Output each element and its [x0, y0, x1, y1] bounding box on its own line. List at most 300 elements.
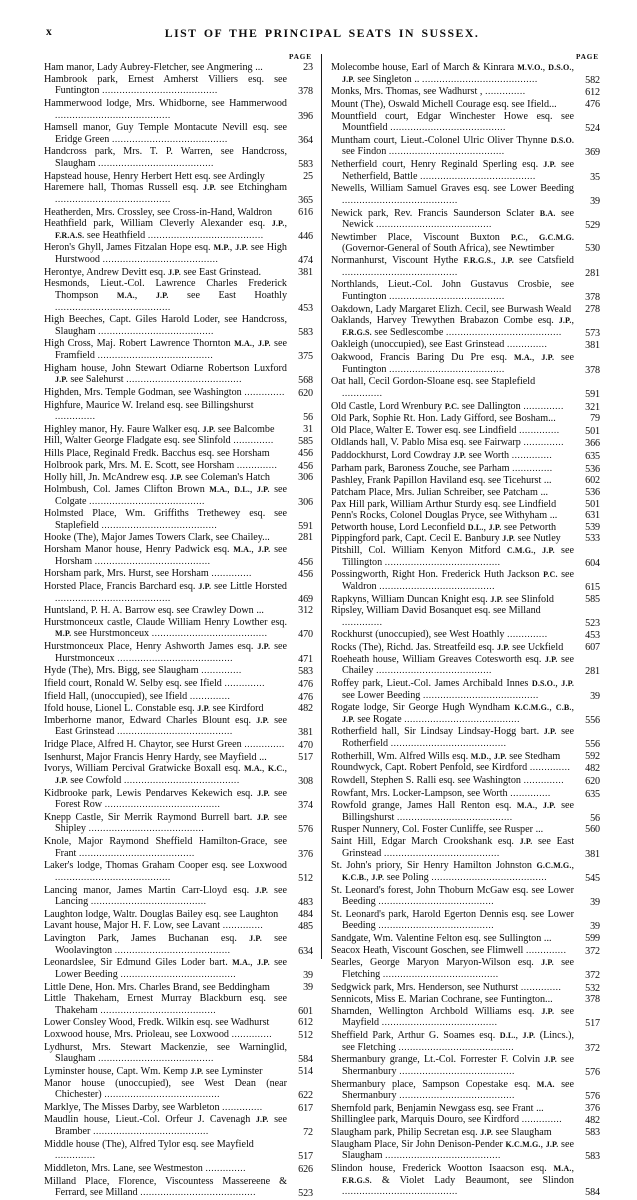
index-entry-page: 39	[303, 981, 313, 993]
index-entry-page: 364	[298, 134, 313, 146]
index-entry-page: 501	[585, 498, 600, 510]
index-entry-page: 620	[298, 387, 313, 399]
leader-dots: ........................................	[90, 897, 207, 908]
index-entry-page: 476	[298, 678, 313, 690]
index-entry-text: Higham house, John Stewart Odiarne Robertson Luxford J.P. see Salehurst ........................................	[44, 362, 287, 386]
index-entry-page: 39	[590, 897, 600, 909]
index-entry	[44, 836, 313, 860]
index-entry	[44, 387, 313, 400]
index-entry	[331, 1127, 600, 1139]
index-entry-page: 576	[585, 1091, 600, 1103]
leader-dots: ........................................	[376, 666, 492, 677]
leader-dots: ........................................	[112, 134, 228, 145]
index-entry-text: Hill, Walter George Fladgate esq. see Slinfold ..............	[44, 435, 274, 447]
index-entry-page: 39	[590, 921, 600, 933]
index-entry-text: Slaugham park, Philip Secretan esq. J.P. see Slaugham	[331, 1127, 552, 1138]
leader-dots: ..............	[523, 438, 565, 449]
index-entry	[44, 581, 313, 605]
leader-dots: ........................................	[98, 159, 214, 169]
index-entry	[331, 62, 600, 86]
index-entry-page: 583	[298, 326, 313, 338]
index-entry	[44, 484, 313, 508]
index-entry	[44, 122, 313, 146]
leader-dots: ........................................	[117, 727, 233, 738]
index-entry	[331, 726, 600, 750]
leader-dots: ..............	[222, 1102, 263, 1113]
index-entry-text: Highfure, Maurice W. Ireland esq. see Billingshurst ..............	[44, 399, 254, 423]
index-entry	[44, 544, 313, 568]
index-entry-text: Lancing manor, James Martin Carr-Lloyd esq. J.P. see Lancing ........................................	[44, 884, 287, 908]
leader-dots: ........................................	[123, 775, 240, 786]
index-entry-page: 476	[585, 98, 600, 110]
index-entry	[44, 1139, 313, 1163]
index-entry-page: 366	[585, 438, 600, 450]
leader-dots: ..............	[244, 740, 285, 750]
index-entry	[44, 752, 313, 764]
index-entry-page: 635	[585, 451, 600, 462]
leader-dots: ........................................	[378, 897, 495, 908]
index-entry	[331, 860, 600, 884]
index-entry-page: 514	[298, 1065, 313, 1077]
index-entry-text: Loxwood house, Mrs. Prioleau, see Loxwood ..............	[44, 1029, 273, 1040]
index-entry-text: Hills Place, Reginald Fredk. Bacchus esq. see Horsham	[44, 448, 270, 459]
index-entry-text: Sharnden, Wellington Archbold Williams esq. J.P. see Mayfield ........................................	[331, 1005, 574, 1029]
index-entry-text: Huntsland, P. H. A. Barrow esq. see Crawley Down ...	[44, 605, 264, 617]
index-entry-page: 591	[298, 520, 313, 532]
index-entry	[331, 437, 600, 450]
index-entry-text: Hooke (The), Major James Towers Clark, see Chailey...	[44, 532, 270, 544]
index-entry-text: St. Leonard's forest, John Thoburn McGaw esq. see Lower Beeding ........................................	[331, 884, 574, 908]
index-entry-text: Rotherfield hall, Sir Lindsay Lindsay-Hogg bart. J.P. see Rotherfield ........................................	[331, 726, 575, 749]
index-entry-text: Oaklands, Harvey Trewythen Brabazon Combe esq. J.P., F.R.G.S. see Sedlescombe ........................................	[331, 315, 574, 338]
index-entry-page: 612	[298, 1017, 313, 1029]
index-entry-text: Highden, Mrs. Temple Godman, see Washington ..............	[44, 386, 285, 398]
index-entry-text: Haremere hall, Thomas Russell esq. J.P. see Etchingham ........................................	[44, 182, 287, 205]
leader-dots: ........................................	[342, 195, 458, 206]
leader-dots: ........................................	[379, 581, 495, 592]
index-entry-page: 583	[298, 666, 313, 678]
index-entry-page: 372	[585, 969, 600, 981]
index-entry-page: 592	[585, 750, 600, 762]
index-entry-text: Slaugham Place, Sir John Denison-Pender K.C.M.G., J.P. see Slaugham ........................................	[331, 1138, 574, 1162]
index-entry	[44, 508, 313, 532]
index-entry-page: 620	[585, 775, 600, 787]
leader-dots: ........................................	[104, 800, 221, 811]
index-entry-page: 560	[585, 824, 600, 836]
index-entry	[331, 522, 600, 534]
index-entry-text: Knole, Major Raymond Sheffield Hamilton-Grace, see Frant ........................................	[44, 836, 287, 859]
page-column-header: PAGE	[288, 53, 312, 61]
index-entry-page: 471	[298, 653, 313, 665]
leader-dots: ........................................	[399, 1091, 515, 1102]
index-entry-page: 375	[298, 351, 313, 362]
index-entry	[331, 1103, 600, 1115]
index-entry-text: Heathfield park, William Cleverly Alexander esq. J.P., F.R.A.S. see Heathfield ........................................	[44, 218, 287, 241]
index-entry-text: Hapstead house, Henry Herbert Hett esq. see Ardingly	[44, 170, 265, 182]
index-entry	[44, 860, 313, 884]
index-entry-text: Ifield Hall, (unoccupied), see Ifield ..............	[44, 690, 231, 702]
index-entry-page: 512	[298, 1030, 313, 1041]
page-column-header: PAGE	[575, 53, 599, 61]
index-entry	[331, 1163, 600, 1199]
index-entry	[44, 957, 313, 981]
index-entry	[44, 568, 313, 581]
leader-dots: ..............	[521, 1115, 563, 1126]
index-entry	[331, 678, 600, 702]
index-entry-page: 456	[298, 569, 313, 581]
index-entry-text: Pippingford park, Capt. Cecil E. Banbury J.P. see Nutley	[331, 533, 561, 545]
index-entry	[44, 363, 313, 387]
index-entry-page: 523	[298, 1188, 313, 1200]
leader-dots: ........................................	[102, 255, 219, 265]
leader-dots: ........................................	[104, 1090, 221, 1101]
index-entry	[331, 425, 600, 438]
index-entry	[44, 678, 313, 691]
index-entry	[331, 401, 600, 414]
index-entry	[331, 642, 600, 654]
entry-list-left	[44, 62, 313, 1200]
index-entry-text: Rocks (The), Richd. Jas. Streatfeild esq. J.P. see Uckfield	[331, 642, 564, 653]
leader-dots: ..............	[244, 387, 285, 398]
index-entry-page: 599	[585, 933, 600, 944]
index-entry	[331, 982, 600, 995]
leader-dots: ........................................	[384, 557, 501, 568]
index-entry-page: 626	[298, 1163, 313, 1175]
leader-dots: ........................................	[382, 969, 499, 980]
index-entry-page: 576	[298, 824, 313, 836]
index-entry-text: Penn's Rocks, Colonel Douglas Pryce, see Withyham ...	[331, 510, 558, 522]
index-entry-text: Lyminster house, Capt. Wm. Kemp J.P. see Lyminster	[44, 1065, 263, 1077]
leader-dots: ........................................	[55, 110, 171, 121]
index-entry-page: 35	[590, 171, 600, 183]
index-entry-text: Holbrook park, Mrs. M. E. Scott, see Horsham ..............	[44, 459, 278, 471]
index-entry-text: Rogate lodge, Sir George Hugh Wyndham K.C.M.G., C.B., J.P. see Rogate ........................................	[331, 702, 574, 725]
index-entry	[331, 413, 600, 425]
index-entry-text: Shermanbury place, Sampson Copestake esq. M.A. see Shermanbury ........................................	[331, 1078, 574, 1102]
index-entry-text: Ifield court, Ronald W. Selby esq. see Ifield ..............	[44, 677, 265, 689]
leader-dots: ........................................	[381, 1018, 498, 1029]
index-entry-text: Newells, William Samuel Graves esq. see Lower Beeding ........................................	[331, 183, 574, 206]
index-entry-text: Rowdell, Stephen S. Ralli esq. see Washington ..............	[331, 774, 565, 786]
index-entry	[331, 86, 600, 99]
index-entry	[331, 1114, 600, 1127]
index-entry-page: 56	[590, 812, 600, 824]
index-entry-text: Searles, George Maryon Maryon-Wilson esq. J.P. see Fletching ........................................	[331, 957, 574, 980]
index-entry-text: Shillinglee park, Marquis Douro, see Kirdford ..............	[331, 1114, 563, 1126]
index-entry-page: 512	[298, 872, 313, 884]
leader-dots: ..............	[222, 921, 264, 932]
index-entry-text: Possingworth, Right Hon. Frederick Huth Jackson P.C. see Waldron ........................................	[331, 569, 574, 592]
index-entry-page: 556	[585, 739, 600, 750]
index-entry-text: Mountfield court, Edgar Winchester Howe esq. see Mountfield ........................................	[331, 110, 574, 134]
index-entry	[44, 788, 313, 812]
index-entry-page: 372	[585, 1042, 600, 1054]
leader-dots: ........................................	[404, 714, 520, 725]
index-entry-page: 545	[585, 872, 600, 884]
index-entry	[44, 1176, 313, 1200]
leader-dots: ........................................	[389, 291, 505, 302]
index-entry	[331, 99, 600, 111]
leader-dots: ........................................	[89, 496, 205, 507]
index-entry-text: Hyde (The), Mrs. Bigg, see Slaugham ..............	[44, 665, 242, 677]
index-entry-page: 591	[585, 388, 600, 400]
index-entry	[331, 1006, 600, 1030]
index-entry	[331, 605, 600, 629]
index-entry	[331, 279, 600, 303]
index-entry-page: 381	[298, 727, 313, 739]
index-entry	[44, 715, 313, 739]
index-entry	[331, 463, 600, 476]
index-entry-page: 39	[590, 195, 600, 207]
index-entry-page: 556	[585, 714, 600, 726]
leader-dots: ..............	[511, 451, 553, 461]
index-entry-text: Holmsted Place, Wm. Griffiths Trethewey esq. see Staplefield ........................................	[44, 508, 287, 531]
index-entry-page: 583	[585, 1127, 600, 1138]
index-entry	[331, 945, 600, 958]
index-entry	[44, 338, 313, 362]
index-entry-text: Patcham Place, Mrs. Julian Schreiber, see Patcham ...	[331, 486, 549, 498]
leader-dots: ........................................	[376, 220, 492, 231]
index-entry	[44, 74, 313, 98]
leader-dots: ........................................	[385, 1151, 501, 1162]
index-entry-text: Rapkyns, William Duncan Knight esq. J.P. see Slinfold	[331, 593, 554, 605]
leader-dots: ..............	[485, 87, 526, 98]
index-entry-text: Rotherhill, Wm. Alfred Wills esq. M.D., J.P. see Stedham	[331, 750, 561, 762]
index-entry-page: 485	[298, 921, 313, 933]
index-entry-page: 456	[298, 460, 313, 472]
index-entry	[331, 111, 600, 135]
index-entry-page: 573	[585, 327, 600, 339]
index-entry	[44, 920, 313, 933]
index-entry-page: 612	[585, 87, 600, 99]
leader-dots: ..............	[512, 463, 553, 474]
index-entry-page: 369	[585, 147, 600, 159]
index-entry-text: Sedgwick park, Mrs. Henderson, see Nuthurst ..............	[331, 981, 562, 993]
index-entry-page: 482	[585, 763, 600, 775]
leader-dots: ........................................	[102, 86, 218, 97]
leader-dots: ........................................	[398, 1042, 515, 1053]
index-entry	[331, 304, 600, 316]
index-entry-page: 396	[298, 110, 313, 122]
entry-list-right	[331, 62, 600, 1199]
index-entry-text: Petworth house, Lord Leconfield D.L., J.P. see Petworth	[331, 521, 557, 533]
index-entry-text: High Beeches, Capt. Giles Harold Loder, see Handcross, Slaugham ........................................	[44, 314, 287, 337]
index-entry	[331, 499, 600, 511]
index-entry	[44, 98, 313, 122]
index-entry-text: Little Dene, Hon. Mrs. Charles Brand, see Beddingham	[44, 981, 270, 993]
index-entry	[44, 1114, 313, 1138]
index-entry-page: 470	[298, 629, 313, 641]
index-entry-text: Maudlin house, Lieut.-Col. Orfeur J. Cavenagh J.P. see Bramber ........................................	[44, 1114, 287, 1137]
leader-dots: ........................................	[389, 364, 505, 375]
leader-dots: ........................................	[126, 375, 242, 386]
index-entry-text: Paddockhurst, Lord Cowdray J.P. see Worth ..............	[331, 450, 553, 461]
index-entry-text: Leonardslee, Sir Edmund Giles Loder bart. M.A., J.P. see Lower Beeding ........................................	[44, 957, 287, 980]
index-entry	[44, 703, 313, 715]
leader-dots: ..............	[205, 1163, 246, 1174]
index-entry-text: Roffey park, Lieut.-Col. James Archibald Innes D.S.O., J.P. see Lower Beeding ........................................	[331, 677, 574, 701]
index-entry-text: Shernfold park, Benjamin Newgass esq. see Frant ...	[331, 1102, 544, 1114]
index-entry	[44, 1042, 313, 1066]
leader-dots: ........................................	[446, 327, 562, 338]
index-entry-page: 634	[298, 945, 313, 957]
index-entry	[44, 207, 313, 219]
index-entry	[44, 605, 313, 617]
index-entry-page: 622	[298, 1090, 313, 1102]
index-entry	[44, 617, 313, 641]
index-entry	[44, 1017, 313, 1029]
index-entry-text: Oat hall, Cecil Gordon-Sloane esq. see Staplefield ..............	[331, 376, 536, 399]
leader-dots: ........................................	[98, 1054, 214, 1065]
index-entry-text: Rusper Nunnery, Col. Foster Cunliffe, see Rusper ...	[331, 824, 544, 836]
index-entry-text: Ripsley, William David Bosanquet esq. see Milland ..............	[331, 605, 541, 628]
index-entry-text: Roundwyck, Capt. Robert Penfold, see Kirdford ..............	[331, 762, 571, 774]
index-entry-text: Laughton lodge, Waltr. Douglas Bailey esq. see Laughton	[44, 908, 279, 920]
leader-dots: ..............	[519, 425, 560, 436]
leader-dots: ..............	[55, 412, 96, 423]
index-entry-text: Kidbrooke park, Lewis Pendarves Kekewich esq. J.P. see Forest Row ........................................	[44, 787, 287, 811]
index-entry	[331, 376, 600, 400]
leader-dots: ..............	[507, 630, 548, 641]
index-entry-page: 482	[585, 1115, 600, 1127]
index-entry-page: 615	[585, 581, 600, 593]
index-entry	[331, 654, 600, 678]
index-entry	[44, 993, 313, 1017]
leader-dots: ........................................	[431, 872, 548, 883]
index-entry-page: 456	[298, 556, 313, 568]
index-entry-page: 281	[585, 267, 600, 279]
index-entry	[331, 909, 600, 933]
index-entry	[331, 629, 600, 642]
leader-dots: ........................................	[147, 230, 264, 241]
index-entry-page: 306	[298, 496, 313, 508]
index-entry	[331, 232, 600, 255]
index-entry-page: 616	[298, 206, 313, 218]
index-entry-text: Isenhurst, Major Francis Henry Hardy, see Mayfield ...	[44, 751, 267, 763]
index-entry	[331, 255, 600, 279]
index-entry-page: 72	[303, 1127, 313, 1138]
leader-dots: ..............	[224, 678, 265, 689]
index-entry-page: 602	[585, 475, 600, 487]
index-entry-page: 601	[298, 1005, 313, 1017]
index-entry-text: Horsham park, Mrs. Hurst, see Horsham ..............	[44, 568, 252, 580]
index-entry-text: Netherfield court, Henry Reginald Sperling esq. J.P. see Netherfield, Battle ........................................	[331, 159, 575, 182]
leader-dots: ........................................	[342, 1187, 458, 1198]
index-entry-page: 584	[585, 1187, 600, 1199]
leader-dots: ........................................	[420, 171, 536, 182]
index-entry-page: 583	[298, 159, 313, 170]
index-entry-page: 372	[585, 945, 600, 957]
index-entry	[44, 982, 313, 994]
index-entry-text: Heron's Ghyll, James Fitzalan Hope esq. M.P., J.P. see High Hurstwood ........................................	[44, 242, 287, 265]
index-entry	[44, 448, 313, 460]
leader-dots: ..............	[211, 569, 252, 580]
index-entry-text: Saint Hill, Edgar March Crookshank esq. J.P. see East Grinstead ........................................	[331, 836, 575, 859]
leader-dots: ..............	[523, 775, 565, 786]
leader-dots: ........................................	[114, 945, 231, 956]
index-entry-page: 585	[585, 593, 600, 605]
index-entry-text: Pax Hill park, William Arthur Sturdy esq. see Lindfield	[331, 498, 557, 510]
leader-dots: ........................................	[378, 921, 495, 932]
index-entry-text: Rowfold grange, James Hall Renton esq. M.A., J.P. see Billingshurst ........................................	[331, 800, 574, 823]
index-entry-page: 532	[585, 982, 600, 994]
index-entry	[331, 1079, 600, 1103]
index-entry-text: Mount (The), Oswald Michell Courage esq. see Ifield...	[331, 98, 557, 110]
leader-dots: ..............	[231, 1030, 273, 1040]
index-entry-text: Hammerwood lodge, Mrs. Whidborne, see Hammerwood ........................................	[44, 97, 287, 121]
leader-dots: ..............	[510, 788, 551, 799]
index-entry	[331, 824, 600, 836]
index-entry	[331, 208, 600, 232]
index-entry-page: 378	[585, 364, 600, 376]
index-entry-page: 23	[303, 62, 313, 73]
index-entry-page: 476	[298, 691, 313, 703]
index-entry-text: Muntham court, Lieut.-Colonel Ulric Oliver Thynne D.S.O. see Findon ........................................	[331, 134, 574, 158]
leader-dots: ..............	[189, 691, 231, 702]
index-entry-text: Sandgate, Wm. Valentine Felton esq. see Sullington ...	[331, 933, 552, 944]
index-entry	[44, 460, 313, 473]
index-entry-page: 539	[585, 521, 600, 533]
index-entry-text: Parham park, Baroness Zouche, see Parham ..............	[331, 462, 553, 474]
index-entry-text: Old Place, Walter E. Tower esq. see Lindfield ..............	[331, 424, 560, 436]
index-entry-page: 281	[585, 666, 600, 678]
index-entry	[44, 885, 313, 909]
index-entry-text: Old Park, Sophie Rt. Hon. Lady Gifford, see Bosham...	[331, 413, 556, 425]
index-entry	[331, 994, 600, 1006]
index-entry-text: Sheffield Park, Arthur G. Soames esq. D.L., J.P. (Lincs.), see Fletching ........................................	[331, 1030, 574, 1053]
index-entry	[44, 182, 313, 206]
leader-dots: ..............	[520, 982, 562, 993]
index-entry-text: Hamsell manor, Guy Temple Montacute Nevill esq. see Eridge Green ........................................	[44, 122, 287, 145]
leader-dots: ........................................	[98, 326, 214, 337]
index-entry-text: Oakdown, Lady Margaret Elizh. Cecil, see Burwash Weald	[331, 303, 572, 315]
index-entry	[44, 278, 313, 314]
index-entry-text: St. John's priory, Sir Henry Hamilton Johnston G.C.M.G., K.C.B., J.P. see Poling ........................................	[331, 860, 574, 883]
index-entry-page: 278	[585, 303, 600, 315]
index-entry-text: Herontye, Andrew Devitt esq. J.P. see East Grinstead.	[44, 266, 261, 278]
leader-dots: ..............	[233, 436, 274, 447]
leader-dots: ........................................	[88, 824, 205, 835]
index-entry-page: 374	[298, 800, 313, 812]
index-entry-text: Milland Place, Florence, Viscountess Massereene & Ferrard, see Milland ........................................	[44, 1175, 287, 1199]
index-entry	[331, 751, 600, 763]
index-entry-text: Horsted Place, Francis Barchard esq. J.P. see Little Horsted ........................................	[44, 580, 287, 604]
index-entry	[44, 1163, 313, 1176]
index-entry-text: Pitshill, Col. William Kenyon Mitford C.M.G., J.P. see Tillington ........................................	[331, 545, 574, 568]
index-entry-text: Holmbush, Col. James Clifton Brown M.A., D.L., J.P. see Colgate ........................................	[44, 483, 288, 507]
index-entry-page: 568	[298, 375, 313, 387]
index-entry-page: 635	[585, 788, 600, 800]
index-entry-text: Ifold house, Lionel L. Constable esq. J.P. see Kirdford	[44, 703, 264, 715]
index-entry	[44, 763, 313, 787]
index-entry-page: 517	[585, 1018, 600, 1030]
index-entry-text: Iridge Place, Alfred H. Chaytor, see Hurst Green ..............	[44, 739, 285, 750]
leader-dots: ..............	[55, 1151, 96, 1162]
index-entry	[44, 424, 313, 436]
leader-dots: ........................................	[55, 194, 171, 205]
index-entry-page: 56	[303, 412, 313, 424]
index-entry	[331, 487, 600, 499]
index-entry-page: 536	[585, 486, 600, 498]
leader-dots: ........................................	[140, 1188, 256, 1199]
index-entry	[44, 1102, 313, 1115]
index-entry-page: 453	[585, 630, 600, 642]
leader-dots: ........................................	[93, 1127, 209, 1137]
index-entry	[44, 532, 313, 544]
index-entry-text: Middle house (The), Alfred Tylor esq. see Mayfield ..............	[44, 1138, 254, 1162]
leader-dots: ........................................	[55, 302, 171, 313]
index-column-left	[44, 52, 313, 1200]
